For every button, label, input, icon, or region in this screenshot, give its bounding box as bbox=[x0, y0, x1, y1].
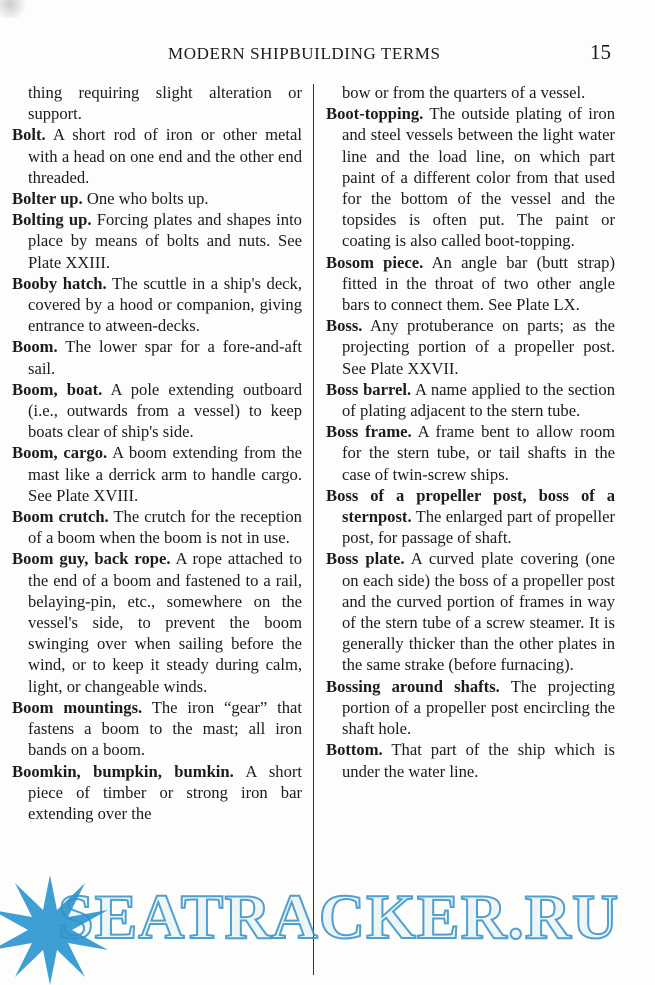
glossary-entry bbox=[12, 761, 302, 825]
glossary-entry bbox=[12, 209, 302, 273]
running-head-title: MODERN SHIPBUILDING TERMS bbox=[168, 44, 441, 63]
glossary-entry bbox=[12, 124, 302, 188]
left-column bbox=[12, 82, 302, 824]
entry-term: Boom guy, back rope. bbox=[12, 549, 171, 569]
entry-term: Boom crutch. bbox=[12, 507, 109, 527]
entry-definition: The outside plating of iron and steel vessels between the light water line and the load line, on which part paint of a different color from that used for the bottom of the vessel and the topsides is often put. The paint or coating is also called boot-topping. bbox=[342, 104, 615, 251]
entry-definition: bow or from the quarters of a vessel. bbox=[342, 83, 586, 102]
entry-definition: The scuttle in a ship's deck, covered by a hood or companion, giving entrance to atween-decks. bbox=[28, 273, 302, 336]
page-corner-smudge bbox=[0, 0, 30, 18]
entry-definition: A short piece of timber or strong iron bar extending over the bbox=[28, 761, 303, 823]
entry-term: Bosom piece. bbox=[326, 252, 424, 272]
entry-definition: That part of the ship which is under the water line. bbox=[342, 740, 615, 781]
entry-term: Boss plate. bbox=[326, 549, 405, 569]
entry-definition: The crutch for the reception of a boom when the boom is not in use. bbox=[28, 507, 302, 548]
glossary-entry bbox=[326, 82, 615, 103]
entry-definition: An angle bar (butt strap) fitted in the throat of two other angle bars to connect them. See Plate LX. bbox=[342, 252, 615, 315]
glossary-entry bbox=[12, 442, 302, 506]
entry-term: Bolt. bbox=[12, 125, 46, 145]
page-number: 15 bbox=[590, 40, 611, 64]
glossary-entry bbox=[12, 548, 302, 696]
entry-definition: The enlarged part of propeller post, for passage of shaft. bbox=[342, 507, 615, 548]
entry-term: Boss frame. bbox=[326, 422, 412, 442]
glossary-entry bbox=[12, 336, 302, 378]
entry-definition: A curved plate covering (one on each side) the boss of a propeller post and the curved portion of frames in way of the stern tube of a screw steamer. It is generally thicker than the other plates in the same strake (before furnacing). bbox=[342, 549, 615, 675]
entry-term: Booby hatch. bbox=[12, 273, 107, 293]
entry-term: Boss barrel. bbox=[326, 379, 412, 399]
entry-term: Boss. bbox=[326, 316, 363, 336]
glossary-entry bbox=[12, 697, 302, 761]
entry-definition: A short rod of iron or other metal with a head on one end and the other end threaded. bbox=[28, 125, 302, 187]
entry-term: Bossing around shafts. bbox=[326, 676, 500, 696]
running-head bbox=[0, 40, 655, 66]
entry-definition: The projecting portion of a propeller post encircling the shaft hole. bbox=[342, 676, 615, 739]
entry-definition: The lower spar for a fore-and-aft sail. bbox=[28, 337, 302, 378]
entry-definition: A name applied to the section of plating adjacent to the stern tube. bbox=[342, 379, 615, 421]
glossary-entry bbox=[326, 676, 615, 740]
watermark bbox=[0, 880, 655, 975]
glossary-entry bbox=[326, 421, 615, 485]
right-column bbox=[326, 82, 615, 782]
glossary-entry bbox=[326, 103, 615, 251]
entry-definition: One who bolts up. bbox=[86, 189, 209, 209]
glossary-entry bbox=[326, 548, 615, 675]
entry-term: Boom mountings. bbox=[12, 697, 143, 717]
glossary-entry bbox=[326, 315, 615, 379]
glossary-entry bbox=[326, 379, 615, 421]
entry-term: Boom. bbox=[12, 337, 58, 357]
entry-definition: Forcing plates and shapes into place by means of bolts and nuts. See Plate XXIII. bbox=[28, 210, 302, 272]
glossary-entry bbox=[326, 739, 615, 781]
entry-definition: The iron “gear” that fastens a boom to the mast; all iron bands on a boom. bbox=[28, 697, 302, 760]
glossary-entry bbox=[12, 273, 302, 337]
glossary-entry bbox=[12, 506, 302, 548]
entry-term: Boom, boat. bbox=[12, 379, 103, 399]
starburst-logo-icon bbox=[0, 875, 110, 985]
entry-definition: Any protuberance on parts; as the projecting portion of a propeller post. See Plate XXVII. bbox=[342, 316, 616, 378]
entry-definition: thing requiring slight alteration or support. bbox=[28, 83, 302, 124]
entry-term: Boomkin, bumpkin, bumkin. bbox=[12, 761, 234, 781]
glossary-entry bbox=[12, 188, 302, 209]
entry-term: Bottom. bbox=[326, 740, 383, 760]
watermark-text: SEATRACKER.RU bbox=[58, 881, 620, 952]
glossary-entry bbox=[326, 485, 615, 549]
glossary-entry bbox=[12, 379, 302, 443]
column-divider bbox=[313, 84, 314, 975]
entry-term: Boom, cargo. bbox=[12, 443, 108, 463]
entry-definition: A frame bent to allow room for the stern tube, or tail shafts in the case of twin-screw ships. bbox=[342, 422, 616, 484]
entry-term: Bolting up. bbox=[12, 210, 92, 230]
entry-term: Bolter up. bbox=[12, 189, 83, 209]
entry-definition: A boom extending from the mast like a derrick arm to handle cargo. See Plate XVIII. bbox=[28, 443, 302, 505]
entry-definition: A rope attached to the end of a boom and fastened to a rail, belaying-pin, etc., somewhere on the vessel's side, to prevent the boom swinging over when sailing before the wind, or to keep it steady during calm, light, or changeable winds. bbox=[28, 549, 302, 696]
entry-definition: A pole extending outboard (i.e., outwards from a vessel) to keep boats clear of ship's side. bbox=[28, 379, 302, 442]
entry-term: Boot-topping. bbox=[326, 104, 424, 124]
entry-term: Boss of a propeller post, boss of a sternpost. bbox=[326, 485, 615, 527]
glossary-entry bbox=[12, 82, 302, 124]
glossary-entry bbox=[326, 252, 615, 316]
